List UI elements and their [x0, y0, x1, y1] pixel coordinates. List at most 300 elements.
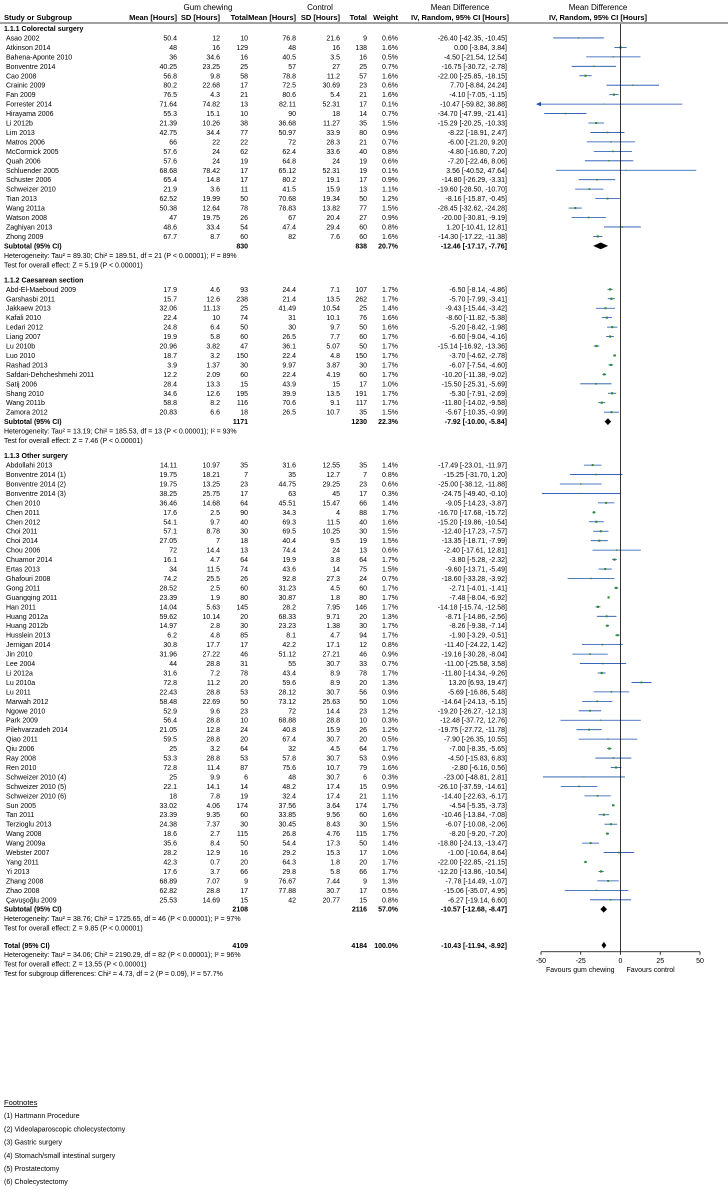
study-n2: 60	[359, 585, 367, 593]
study-sd1: 74.82	[202, 101, 220, 109]
study-m1: 50.4	[163, 35, 177, 43]
study-m2: 8.1	[286, 632, 296, 640]
study-m1: 12.2	[163, 371, 177, 379]
study-n1: 15	[240, 381, 248, 389]
study-point	[626, 170, 627, 171]
study-w: 1.5%	[382, 566, 398, 574]
study-m2: 28.2	[282, 604, 296, 612]
study-sd2: 9.7	[330, 324, 340, 332]
study-w: 0.3%	[382, 774, 398, 782]
study-sd2: 30.7	[326, 755, 340, 763]
study-w: 0.5%	[382, 887, 398, 895]
study-ci: -23.00 [-48.81, 2.81]	[443, 774, 507, 782]
study-m1: 28.4	[163, 381, 177, 389]
study-n1: 90	[240, 509, 248, 517]
study-ci: -9.60 [-13.71, -5.49]	[445, 566, 507, 574]
study-n1: 10	[240, 35, 248, 43]
study-name: Schweizer 2010 (6)	[6, 793, 67, 801]
study-sd1: 14.68	[202, 500, 220, 508]
study-n1: 18	[240, 409, 248, 417]
study-name: Wang 2009a	[6, 840, 46, 848]
study-m1: 80.2	[163, 82, 177, 90]
study-n2: 66	[359, 868, 367, 876]
study-name: Ledari 2012	[6, 324, 43, 332]
study-n1: 14	[240, 783, 248, 791]
study-w: 1.5%	[382, 120, 398, 128]
study-m2: 31.23	[278, 585, 296, 593]
study-point	[595, 122, 597, 124]
study-name: Atkinson 2014	[6, 44, 51, 52]
study-point	[618, 852, 620, 854]
study-sd1: 9.6	[210, 708, 220, 716]
study-w: 1.5%	[382, 528, 398, 536]
study-ci: -6.00 [-21.20, 9.20]	[447, 139, 507, 147]
study-m2: 70.68	[278, 196, 296, 204]
study-ci: -7.00 [-8.35, -5.65]	[449, 746, 507, 754]
study-sd1: 14.1	[206, 783, 220, 791]
study-n2: 64	[359, 746, 367, 754]
study-ci: -16.70 [-17.68, -15.72]	[437, 509, 507, 517]
study-n2: 21	[359, 92, 367, 100]
study-n2: 21	[359, 139, 367, 147]
study-m1: 71.64	[159, 101, 177, 109]
study-ci: -2.40 [-17.61, 12.81]	[443, 547, 507, 555]
header-weight: Weight	[373, 13, 398, 22]
study-m1: 19.75	[159, 472, 177, 480]
study-name: Schweizer 2010 (5)	[6, 783, 67, 791]
study-point	[613, 757, 615, 759]
study-point	[609, 288, 611, 290]
study-point	[610, 141, 611, 142]
study-w: 0.7%	[382, 111, 398, 119]
study-w: 1.7%	[382, 296, 398, 304]
study-w: 1.2%	[382, 196, 398, 204]
study-sd1: 5.63	[206, 604, 220, 612]
study-m1: 52.9	[163, 708, 177, 716]
study-m1: 76.5	[163, 92, 177, 100]
subtotal-n2: 838	[355, 243, 367, 251]
study-w: 1.3%	[382, 613, 398, 621]
study-w: 1.4%	[382, 305, 398, 313]
study-sd2: 33.6	[326, 148, 340, 156]
study-m2: 72	[288, 708, 296, 716]
study-w: 1.6%	[382, 812, 398, 820]
study-point	[610, 298, 612, 300]
study-ci: -14.18 [-15.74, -12.58]	[437, 604, 507, 612]
study-n2: 77	[359, 205, 367, 213]
study-ci: -14.64 [-24.13, -5.15]	[441, 698, 507, 706]
study-m1: 33.02	[159, 802, 177, 810]
study-ci: -34.70 [-47.99, -21.41]	[437, 111, 507, 119]
study-ci: -6.50 [-8.14, -4.86]	[449, 286, 507, 294]
study-name: Qiu 2006	[6, 746, 35, 754]
study-w: 1.6%	[382, 324, 398, 332]
study-name: Hirayama 2006	[6, 111, 54, 119]
study-name: Garshasbi 2011	[6, 296, 55, 304]
study-sd1: 9.8	[210, 73, 220, 81]
study-name: Huang 2012b	[6, 623, 49, 631]
study-n2: 60	[359, 334, 367, 342]
study-ci: -4.50 [-15.83, 6.83]	[447, 755, 507, 763]
study-name: Qiao 2011	[6, 736, 38, 744]
study-m1: 21.05	[159, 727, 177, 735]
study-sd1: 25.75	[202, 490, 220, 498]
subtotal-ci: -12.46 [-17.17, -7.76]	[440, 243, 507, 251]
study-sd1: 0.7	[210, 859, 220, 867]
study-n1: 20	[240, 679, 248, 687]
study-point	[593, 511, 595, 513]
study-sd2: 17.4	[326, 793, 340, 801]
study-point	[597, 606, 599, 608]
study-name: Asao 2002	[6, 35, 40, 43]
study-point	[578, 786, 580, 788]
study-n1: 174	[236, 802, 248, 810]
study-name: Choi 2011	[6, 528, 38, 536]
study-ci: -19.16 [-30.28, -8.04]	[441, 651, 507, 659]
study-n2: 75	[359, 566, 367, 574]
study-m1: 17.6	[163, 868, 177, 876]
header-plot-title: Mean Difference	[568, 3, 628, 12]
study-point	[600, 530, 602, 532]
study-point	[603, 104, 604, 105]
study-sd2: 5.07	[326, 343, 340, 351]
study-n1: 6	[244, 774, 248, 782]
study-m1: 42.3	[163, 859, 177, 867]
study-m1: 22.43	[159, 689, 177, 697]
study-n2: 94	[359, 632, 367, 640]
study-m2: 50.97	[278, 129, 296, 137]
study-sd1: 11.13	[203, 305, 220, 313]
footnote-item: (5) Prostatectomy	[4, 1166, 60, 1173]
favours-left-label: Favours gum chewing	[546, 966, 615, 974]
footnote-item: (2) Videolaparoscopic cholecystectomy	[4, 1126, 126, 1134]
study-sd2: 10.25	[322, 528, 340, 536]
study-sd1: 22	[212, 139, 220, 147]
study-m1: 22.4	[163, 315, 177, 323]
study-m1: 66	[169, 139, 177, 147]
study-m2: 92.8	[282, 575, 296, 583]
study-point	[574, 207, 576, 209]
study-point	[605, 502, 607, 504]
study-m1: 17.6	[163, 509, 177, 517]
study-sd2: 13.5	[326, 296, 340, 304]
study-point	[616, 634, 618, 636]
study-sd2: 11.2	[326, 73, 340, 81]
study-name: Tian 2013	[6, 196, 37, 204]
study-sd1: 28.8	[206, 717, 220, 725]
study-sd1: 17.7	[206, 642, 220, 650]
study-ci: -7.20 [-22.46, 8.06]	[447, 158, 507, 166]
study-ci: -17.49 [-23.01, -11.97]	[438, 462, 507, 470]
study-m1: 27.05	[159, 538, 177, 546]
study-sd1: 12.8	[206, 727, 220, 735]
study-ci: -15.20 [-19.86, -10.54]	[437, 519, 507, 527]
subgroup-differences: Test for subgroup differences: Chi² = 4.73, df = 2 (P = 0.09), I² = 57.7%	[4, 971, 223, 979]
study-point	[602, 644, 604, 646]
study-ci: -11.40 [-24.22, 1.42]	[444, 642, 507, 650]
study-n1: 66	[240, 868, 248, 876]
study-sd1: 15.1	[206, 111, 220, 119]
study-n2: 25	[359, 63, 367, 71]
study-ci: 1.20 [-10.41, 12.81]	[446, 224, 507, 232]
study-sd2: 4.5	[330, 585, 340, 593]
study-n1: 60	[240, 371, 248, 379]
study-sd2: 29.4	[326, 224, 340, 232]
study-m2: 22.4	[282, 371, 296, 379]
study-m2: 80.2	[282, 177, 296, 185]
study-point	[610, 411, 612, 413]
study-sd2: 24	[332, 158, 340, 166]
study-m2: 23.23	[278, 623, 296, 631]
study-sd1: 14.69	[202, 897, 220, 905]
study-name: Li 2012a	[6, 670, 33, 678]
study-m2: 40.5	[282, 54, 296, 62]
study-m1: 44	[169, 661, 177, 669]
study-m2: 54.4	[282, 840, 296, 848]
study-sd1: 10.97	[202, 462, 220, 470]
study-m1: 74.2	[163, 575, 177, 583]
study-name: Guangqing 2011	[6, 594, 58, 602]
favours-right-label: Favours control	[626, 966, 675, 974]
study-name: Lu 2010b	[6, 343, 36, 351]
study-sd2: 15.3	[326, 850, 340, 858]
study-m1: 68.68	[159, 167, 177, 175]
study-sd2: 10.7	[326, 764, 340, 772]
footnote-item: (3) Gastric surgery	[4, 1139, 62, 1147]
study-name: Zhong 2009	[6, 233, 44, 241]
study-m2: 74.4	[282, 547, 296, 555]
study-n1: 145	[236, 604, 248, 612]
study-sd2: 14	[332, 566, 340, 574]
study-m1: 38.25	[159, 490, 177, 498]
study-sd2: 1.8	[330, 594, 340, 602]
study-sd2: 29.25	[322, 481, 340, 489]
study-w: 0.1%	[382, 167, 398, 175]
study-sd2: 4.8	[330, 352, 340, 360]
study-n1: 20	[240, 613, 248, 621]
study-n1: 38	[240, 120, 248, 128]
study-m1: 14.04	[159, 604, 177, 612]
study-n2: 27	[359, 215, 367, 222]
study-n2: 262	[355, 296, 367, 304]
study-point	[613, 94, 615, 96]
study-point	[615, 766, 617, 768]
study-ci: -3.70 [-4.62, -2.78]	[449, 352, 507, 360]
study-sd1: 1.9	[210, 594, 220, 602]
study-point	[595, 474, 597, 476]
study-ci: 13.20 [6.93, 19.47]	[448, 679, 507, 687]
study-n1: 16	[240, 850, 248, 858]
study-sd1: 11.5	[206, 566, 220, 574]
study-w: 0.6%	[382, 158, 398, 166]
study-n1: 17	[240, 167, 248, 175]
study-sd2: 4.76	[326, 831, 340, 839]
study-ci: -15.29 [-20.25, -10.33]	[437, 120, 507, 128]
footnote-item: (6) Cholecystectomy	[4, 1179, 68, 1187]
study-n1: 50	[240, 196, 248, 204]
study-sd1: 18.21	[202, 472, 220, 480]
study-n2: 26	[359, 727, 367, 735]
subtotal-label: Subtotal (95% CI)	[4, 419, 62, 427]
study-name: Abdollahi 2013	[6, 462, 53, 470]
study-name: Lee 2004	[6, 661, 36, 669]
study-n1: 40	[240, 519, 248, 527]
study-w: 0.9%	[382, 177, 398, 185]
study-n2: 13	[359, 186, 367, 194]
study-name: Shang 2010	[6, 390, 44, 398]
study-sd1: 13.3	[206, 381, 220, 389]
study-name: Bonventre 2014 (3)	[6, 490, 66, 498]
study-w: 0.3%	[382, 717, 398, 725]
study-n2: 20	[359, 613, 367, 621]
study-w: 1.5%	[382, 821, 398, 829]
study-m1: 65.4	[163, 177, 177, 185]
study-ci: -2.80 [-6.16, 0.56]	[451, 764, 507, 772]
study-m1: 42.75	[159, 129, 177, 137]
footnote-item: (4) Stomach/small intestinal surgery	[4, 1152, 116, 1160]
study-n1: 195	[236, 390, 248, 398]
study-m2: 69.3	[282, 519, 296, 527]
study-n2: 17	[359, 850, 367, 858]
study-w: 1.2%	[382, 727, 398, 735]
footnotes-title: Footnotes	[4, 1098, 38, 1107]
study-m2: 82	[288, 233, 296, 241]
study-sd1: 12.64	[202, 205, 220, 213]
study-name: Chen 2011	[6, 509, 40, 517]
study-n1: 80	[240, 594, 248, 602]
study-n2: 30	[359, 528, 367, 536]
study-point	[600, 870, 602, 872]
study-m2: 57.8	[282, 755, 296, 763]
study-sd1: 5.8	[210, 334, 220, 342]
study-m1: 22.1	[163, 783, 177, 791]
study-n2: 40	[359, 519, 367, 527]
study-name: Gong 2011	[6, 585, 41, 593]
study-name: Wang 2008	[6, 831, 42, 839]
study-m2: 75.6	[282, 764, 296, 772]
study-n1: 74	[240, 566, 248, 574]
study-name: Schweizer 2010	[6, 186, 56, 194]
study-name: Chen 2010	[6, 500, 41, 508]
study-n1: 25	[240, 63, 248, 71]
study-w: 1.7%	[382, 509, 398, 517]
axis-tick-label: -25	[575, 957, 586, 965]
study-w: 1.7%	[382, 632, 398, 640]
study-n2: 23	[359, 708, 367, 716]
study-m2: 78.83	[278, 205, 296, 213]
study-w: 1.7%	[382, 362, 398, 370]
study-w: 1.4%	[382, 840, 398, 848]
study-n2: 19	[359, 538, 367, 546]
study-point	[632, 84, 633, 85]
study-n2: 19	[359, 158, 367, 166]
study-m1: 14.97	[159, 623, 177, 631]
study-w: 1.7%	[382, 594, 398, 602]
study-point	[595, 345, 597, 347]
study-n2: 17	[359, 887, 367, 895]
study-ci: -7.90 [-26.35, 10.55]	[443, 736, 507, 744]
study-n1: 13	[240, 101, 248, 109]
study-name: Marwah 2012	[6, 698, 49, 706]
study-w: 1.6%	[382, 315, 398, 323]
study-point	[593, 66, 594, 67]
study-point	[606, 625, 608, 627]
study-m1: 36	[169, 54, 177, 62]
study-ci: -8.16 [-15.87, -0.45]	[445, 196, 507, 204]
study-m1: 57.1	[163, 528, 177, 536]
study-n1: 9	[244, 878, 248, 886]
study-n1: 64	[240, 557, 248, 565]
study-m1: 34.6	[163, 390, 177, 398]
study-name: Bonventre 2014 (1)	[6, 472, 66, 480]
study-m2: 35	[288, 472, 296, 480]
study-n2: 191	[355, 390, 367, 398]
study-m2: 72.5	[282, 82, 296, 90]
overall-effect: Test for overall effect: Z = 9.85 (P < 0.00001)	[4, 925, 143, 933]
study-n1: 77	[240, 129, 248, 137]
study-sd2: 5.4	[330, 92, 340, 100]
header-plot-sub: IV, Random, 95% CI [Hours]	[548, 13, 648, 22]
subtotal-n1: 830	[236, 243, 248, 251]
study-sd1: 7.8	[210, 793, 220, 801]
study-m1: 18	[169, 793, 177, 801]
study-ci: -5.20 [-8.42, -1.98]	[449, 324, 507, 332]
study-sd2: 17.3	[326, 840, 340, 848]
study-w: 1.1%	[382, 793, 398, 801]
study-m2: 73.12	[278, 698, 296, 706]
study-point	[596, 179, 598, 181]
study-m1: 36.46	[159, 500, 177, 508]
study-ci: -6.27 [-19.14, 6.60]	[447, 897, 507, 905]
total-label: Total (95% CI)	[4, 942, 50, 950]
study-sd2: 12.55	[322, 462, 340, 470]
study-m2: 62.4	[282, 148, 296, 156]
study-w: 1.6%	[382, 764, 398, 772]
x-axis	[536, 24, 704, 974]
study-sd1: 12.6	[206, 390, 220, 398]
study-m2: 37.56	[278, 802, 296, 810]
axis-tick-label: 50	[696, 957, 704, 965]
study-ci: -28.45 [-32.62, -24.28]	[437, 205, 507, 213]
study-n2: 7	[363, 472, 367, 480]
study-m2: 42	[288, 897, 296, 905]
study-name: Luo 2010	[6, 352, 36, 360]
total-effect: Test for overall effect: Z = 13.55 (P < 0.00001)	[4, 961, 147, 969]
study-m1: 6.2	[167, 632, 177, 640]
study-m1: 18.6	[163, 831, 177, 839]
subtotal-ci: -7.92 [-10.00, -5.84]	[444, 419, 507, 427]
study-point	[598, 540, 600, 542]
study-sd1: 7	[216, 538, 220, 546]
study-w: 0.8%	[382, 642, 398, 650]
forest-body	[0, 23, 728, 978]
study-sd2: 13.5	[326, 390, 340, 398]
study-m1: 14.11	[160, 462, 177, 470]
study-n2: 79	[359, 764, 367, 772]
study-n2: 50	[359, 698, 367, 706]
column-headers	[4, 3, 648, 22]
study-n1: 54	[240, 224, 248, 232]
study-w: 1.7%	[382, 557, 398, 565]
study-sd1: 34.4	[206, 129, 220, 137]
study-sd2: 17.1	[326, 642, 340, 650]
study-n2: 30	[359, 821, 367, 829]
study-sd2: 33.9	[326, 129, 340, 137]
study-point	[590, 578, 591, 579]
study-m2: 45.51	[278, 500, 296, 508]
study-sd1: 9.7	[210, 519, 220, 527]
study-n2: 23	[359, 82, 367, 90]
